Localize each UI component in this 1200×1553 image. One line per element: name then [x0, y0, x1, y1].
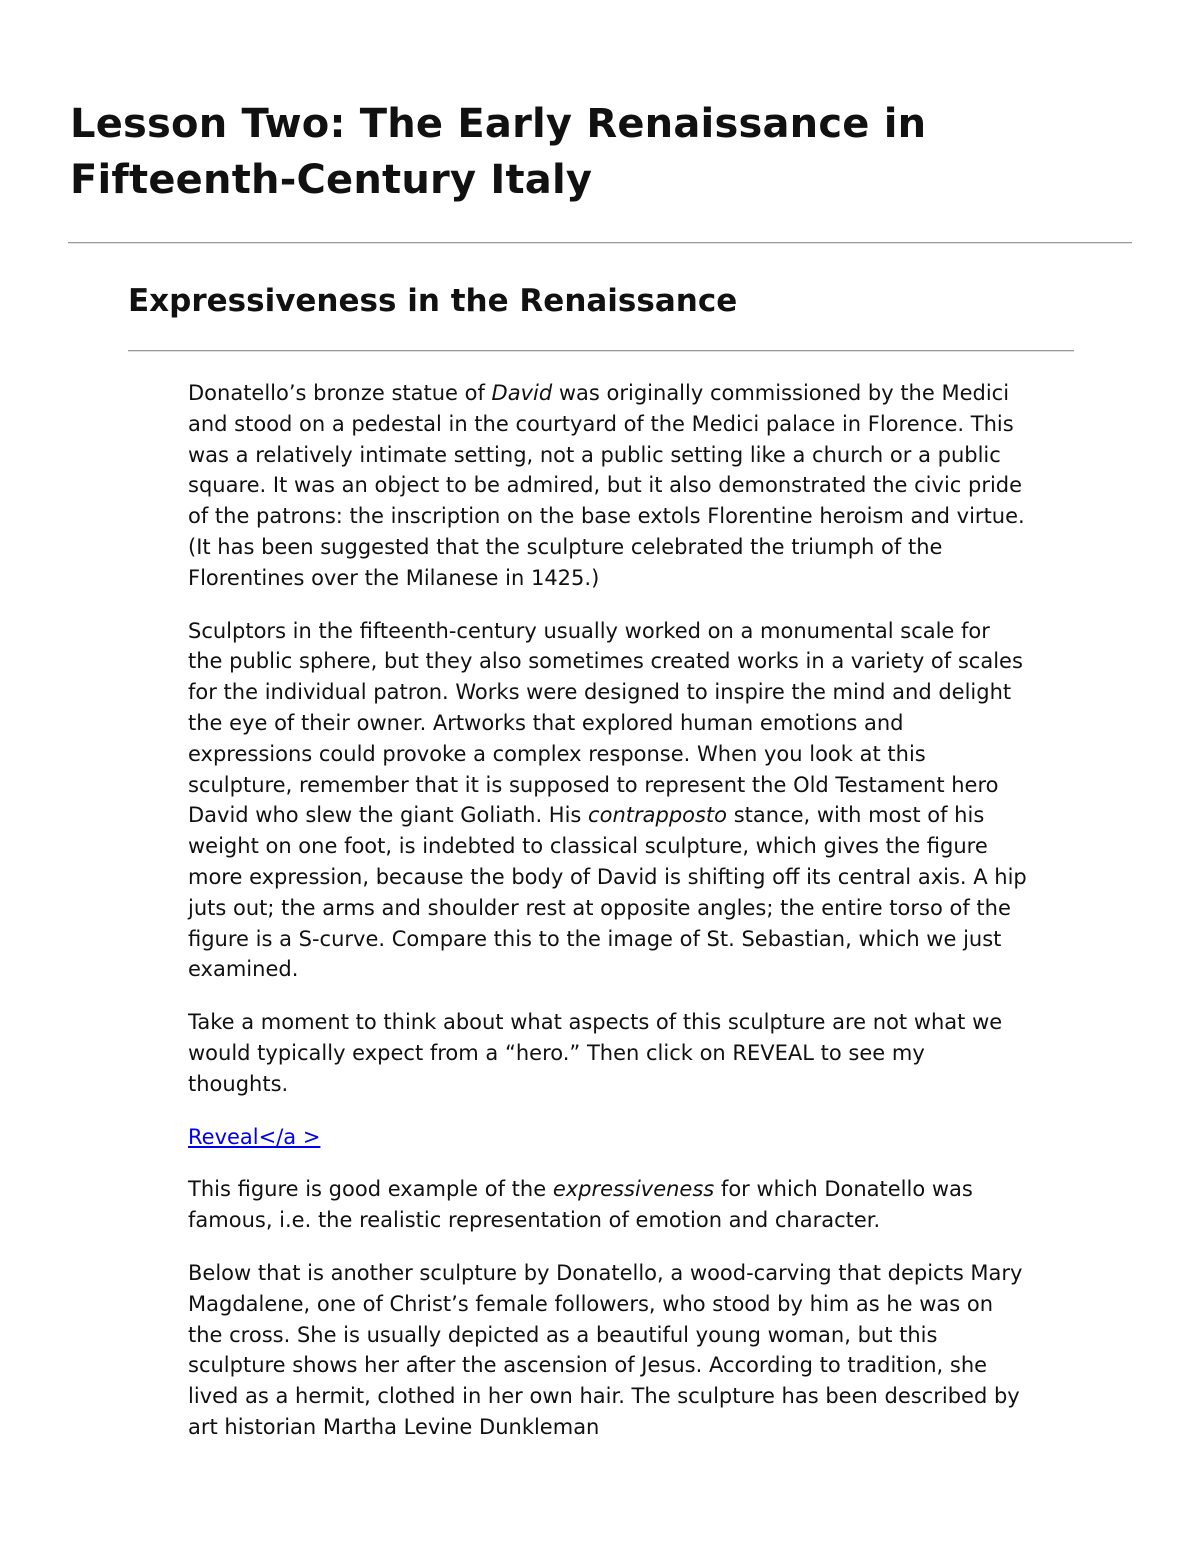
paragraph-text: Donatello’s bronze statue of	[188, 381, 492, 405]
paragraph-text: for which Donatello was famous, i.e. the realistic representation of emotion and character.	[188, 1177, 973, 1233]
lesson-title: Lesson Two: The Early Renaissance in Fifteenth-Century Italy	[70, 101, 927, 203]
emphasis-text: contrapposto	[588, 803, 728, 828]
paragraph-expressiveness	[188, 1174, 1028, 1236]
section-divider	[128, 350, 1074, 352]
paragraph-reveal-prompt: Take a moment to think about what aspects of this sculpture are not what we would typically expect from a “hero.” Then click on REVEAL to see my thoughts.	[188, 1010, 1003, 1096]
paragraph-text: Sculptors in the fifteenth-century usually worked on a monumental scale for the public sphere, but they also sometimes created works in a variety of scales for the individual patron. Works were designed to inspire the mind and delight the eye of their owner. Artworks that explored human emotions and expressions could provoke a complex response. When you look at this sculpture, remember that it is supposed to represent the Old Testament hero David who slew the giant Goliath. His	[188, 618, 1023, 828]
paragraph-text: was originally commissioned by the Medici and stood on a pedestal in the courtyard of the Medici palace in Florence. This was a relatively intimate setting, not a public setting like a church or a public square. It was an object to be admired, but it also demonstrated the civic pride of the patrons: the inscription on the base extols Florentine heroism and virtue. (It has been suggested that the sculpture celebrated the triumph of the Florentines over the Milanese in 1425.)	[188, 381, 1025, 590]
title-divider	[68, 242, 1132, 244]
paragraph-reveal-link	[188, 1122, 1028, 1153]
emphasis-text: expressiveness	[552, 1177, 715, 1202]
paragraph-mary-magdalene: Below that is another sculpture by Donatello, a wood-carving that depicts Mary Magdalene, one of Christ’s female followers, who stood by him as he was on the cross. She is usually depicted as a beautiful young woman, but this sculpture shows her after the ascension of Jesus. According to tradition, she lived as a hermit, clothed in her own hair. The sculpture has been described by art historian Martha Levine Dunkleman	[188, 1260, 1023, 1439]
paragraph-text: stance, with most of his weight on one foot, is indebted to classical sculpture, which gives the figure more expression, because the body of David is shifting off its central axis. A hip juts out; the arms and shoulder rest at opposite angles; the entire torso of the figure is a S-curve. Compare this to the image of St. Sebastian, which we just examined.	[188, 803, 1027, 982]
body-text	[188, 378, 1028, 1465]
section-title: Expressiveness in the Renaissance	[128, 283, 738, 319]
paragraph-text: This figure is good example of the	[188, 1177, 553, 1202]
paragraph-david-commission	[188, 378, 1028, 594]
reveal-link[interactable]: Reveal</a >	[188, 1124, 321, 1149]
emphasis-text: David	[491, 381, 553, 405]
paragraph-sculptors-scale	[188, 616, 1028, 986]
